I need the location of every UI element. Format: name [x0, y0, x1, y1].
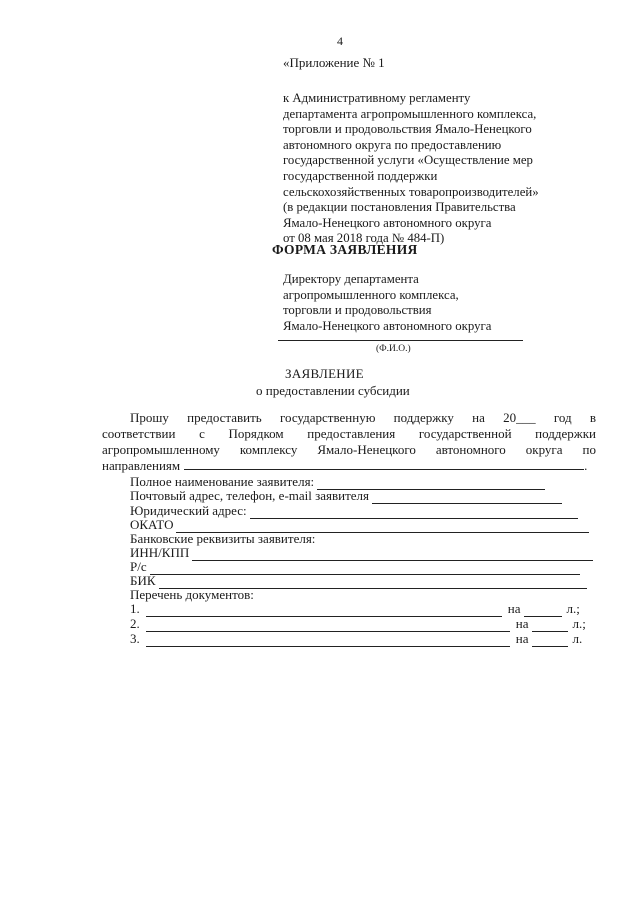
regulation-line: государственной услуги «Осуществление мер — [283, 153, 533, 168]
document-item — [130, 616, 586, 632]
addressee-block — [283, 272, 491, 334]
request-line-3 — [102, 442, 596, 458]
request-word: поддержки — [535, 426, 596, 441]
request-word: по — [582, 442, 596, 457]
document-number: 3. — [130, 631, 140, 646]
request-word: предоставить — [187, 410, 262, 425]
form-title: ФОРМА ЗАЯВЛЕНИЯ — [272, 242, 418, 257]
request-word: округа — [525, 442, 563, 457]
addressee-line: Ямало-Ненецкого автономного округа — [283, 318, 492, 333]
request-line-1 — [102, 410, 596, 426]
document-on-label: на — [515, 616, 529, 631]
request-word: государственной — [418, 426, 512, 441]
request-word: Порядком — [228, 426, 284, 441]
document-on-label: на — [507, 601, 521, 616]
documents-label: Перечень документов: — [130, 587, 254, 602]
directions-label: направлениям — [102, 458, 181, 473]
regulation-line: торговли и продовольствия Ямало-Ненецкого — [283, 122, 532, 137]
appendix-title: «Приложение № 1 — [283, 55, 385, 70]
regulation-line: Ямало-Ненецкого автономного округа — [283, 215, 492, 230]
addressee-line: Директору департамента — [283, 272, 419, 286]
document-sheets-label: л.; — [572, 616, 586, 631]
request-word: Прошу — [130, 410, 169, 425]
okato-label: ОКАТО — [130, 517, 174, 532]
document-on-label: на — [515, 631, 529, 646]
request-word: Ямало-Ненецкого — [317, 442, 416, 457]
addressee-line: торговли и продовольствия — [283, 303, 432, 318]
addressee-line: агропромышленного комплекса, — [283, 287, 459, 302]
regulation-line: сельскохозяйственных товаропроизводителей» — [283, 184, 539, 199]
request-line-4 — [102, 458, 596, 474]
directions-field[interactable] — [184, 458, 584, 470]
regulation-line: автономного округа по предоставлению — [283, 137, 502, 152]
year-field[interactable]: 20___ — [503, 410, 536, 425]
regulation-line: от 08 мая 2018 года № 484-П) — [283, 231, 445, 246]
postal-row — [130, 488, 562, 504]
document-number: 1. — [130, 601, 140, 616]
request-word: комплексу — [239, 442, 298, 457]
bik-label: БИК — [130, 573, 156, 588]
request-word: агропромышленному — [102, 442, 220, 457]
document-sheets-field[interactable] — [532, 635, 568, 647]
document-sheets-label: л. — [572, 631, 583, 646]
regulation-line: государственной поддержки — [283, 168, 438, 183]
regulation-line: к Административному регламенту — [283, 91, 471, 105]
document-item — [130, 631, 582, 647]
request-end: . — [584, 458, 588, 473]
account-label: Р/с — [130, 559, 147, 574]
document-item — [130, 601, 580, 617]
regulation-line: департамента агропромышленного комплекса, — [283, 106, 537, 121]
legal-address-label: Юридический адрес: — [130, 503, 247, 518]
document-name-field[interactable] — [146, 635, 510, 647]
request-word: поддержку — [393, 410, 454, 425]
request-word: на — [472, 410, 485, 425]
document-number: 2. — [130, 616, 140, 631]
request-word: соответствии — [102, 426, 176, 441]
fio-caption: (Ф.И.О.) — [376, 344, 411, 354]
fio-signature-line[interactable] — [278, 340, 523, 341]
request-word: в — [589, 410, 596, 425]
request-word: с — [199, 426, 205, 441]
request-paragraph — [102, 410, 596, 474]
regulation-line: (в редакции постановления Правительства — [283, 200, 516, 215]
request-word: год — [553, 410, 572, 425]
statement-subtitle: о предоставлении субсидии — [256, 383, 410, 398]
request-word: автономного — [435, 442, 506, 457]
inn-kpp-label: ИНН/КПП — [130, 545, 190, 560]
bank-details-label: Банковские реквизиты заявителя: — [130, 531, 316, 546]
full-name-label: Полное наименование заявителя: — [130, 474, 315, 489]
request-word: предоставления — [307, 426, 396, 441]
postal-label: Почтовый адрес, телефон, e-mail заявителя — [130, 488, 370, 503]
regulation-reference — [283, 91, 539, 247]
request-line-2 — [102, 426, 596, 442]
page-number: 4 — [337, 34, 343, 48]
request-word: государственную — [280, 410, 376, 425]
document-sheets-label: л.; — [566, 601, 580, 616]
statement-title: ЗАЯВЛЕНИЕ — [285, 366, 364, 381]
